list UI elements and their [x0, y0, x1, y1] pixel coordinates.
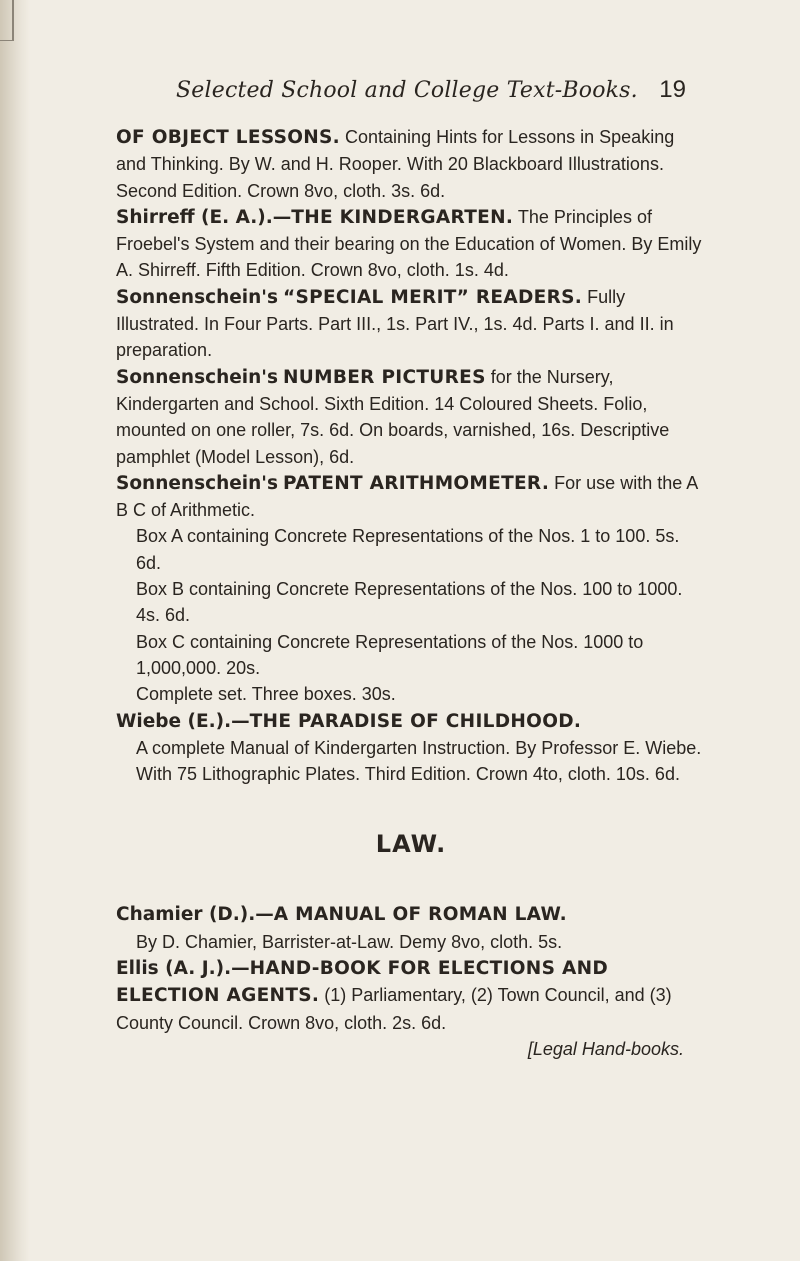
section-heading-law: LAW. — [375, 830, 447, 859]
catalogue-entry — [116, 364, 706, 470]
entry-title: A MANUAL OF ROMAN LAW. — [273, 904, 567, 926]
catalogue-entry — [116, 124, 706, 204]
entry-description: Fully Illustrated. In Four Parts. Part III., 1s. Part IV., 1s. 4d. Parts I. and II. in preparation. — [116, 286, 674, 361]
page-edge-shadow — [0, 0, 30, 1261]
entry-title: NUMBER PICTURES — [283, 366, 486, 388]
entry-title: PATENT ARITHMOMETER. — [283, 472, 550, 494]
entry-author: Chamier (D.).— — [116, 904, 274, 926]
entry-subitem: Box A containing Concrete Representations of the Nos. 1 to 100. 5s. 6d. — [136, 526, 680, 573]
page-corner-mark — [0, 0, 14, 41]
entry-author: Ellis (A. J.).— — [116, 958, 250, 980]
entry-subitem: Complete set. Three boxes. 30s. — [136, 684, 396, 705]
catalogue-entry — [116, 901, 706, 955]
entry-author: Wiebe (E.).— — [116, 710, 250, 732]
entry-description: for the Nursery, Kindergarten and School. Sixth Edition. 14 Coloured Sheets. Folio, mounted on one roller, 7s. 6d. On boards, varnished, 16s. Descriptive pamphlet (Model Lesson), 6d. — [116, 366, 670, 467]
catalogue-entry — [116, 284, 706, 364]
entry-title: OF OBJECT LESSONS. — [116, 127, 340, 148]
page-number: 19 — [659, 76, 686, 103]
series-note: [Legal Hand-books. — [527, 1038, 684, 1059]
catalogue-entry — [116, 708, 706, 788]
entry-title: THE KINDERGARTEN. — [291, 206, 514, 228]
catalogue-content — [116, 124, 706, 1062]
catalogue-entry — [116, 955, 706, 1062]
entry-title: HAND-BOOK FOR ELECTIONS AND ELECTION AGENTS. — [116, 958, 609, 1007]
entry-subitem: Box B containing Concrete Representations of the Nos. 100 to 1000. 4s. 6d. — [136, 579, 683, 626]
catalogue-entry — [116, 470, 706, 708]
entry-description: For use with the A B C of Arithmetic. — [116, 472, 698, 521]
entry-description: Containing Hints for Lessons in Speaking and Thinking. By W. and H. Rooper. With 20 Blackboard Illustrations. Second Edition. Crown 8vo, cloth. 3s. 6d. — [116, 127, 675, 201]
entry-subitem: Box C containing Concrete Representations of the Nos. 1000 to 1,000,000. 20s. — [136, 631, 644, 678]
running-head — [176, 76, 686, 112]
entry-title: “SPECIAL MERIT” READERS. — [283, 286, 583, 308]
entry-author: Sonnenschein's — [116, 472, 278, 494]
running-head-title: Selected School and College Text-Books. — [176, 78, 638, 103]
entry-title: THE PARADISE OF CHILDHOOD. — [249, 710, 582, 732]
catalogue-entry — [116, 204, 706, 284]
entry-author: Sonnenschein's — [116, 366, 278, 388]
entry-description: By D. Chamier, Barrister-at-Law. Demy 8vo, cloth. 5s. — [136, 931, 563, 952]
entry-description: (1) Parliamentary, (2) Town Council, and (3) County Council. Crown 8vo, cloth. 2s. 6d. — [116, 985, 672, 1033]
entry-description: The Principles of Froebel's System and their bearing on the Education of Women. By Emily A. Shirreff. Fifth Edition. Crown 8vo, cloth. 1s. 4d. — [116, 206, 702, 281]
entry-author: Sonnenschein's — [116, 286, 278, 308]
entry-author: Shirreff (E. A.).— — [116, 206, 292, 228]
entry-description: A complete Manual of Kindergarten Instruction. By Professor E. Wiebe. With 75 Lithographic Plates. Third Edition. Crown 4to, cloth. 10s. 6d. — [136, 737, 702, 785]
